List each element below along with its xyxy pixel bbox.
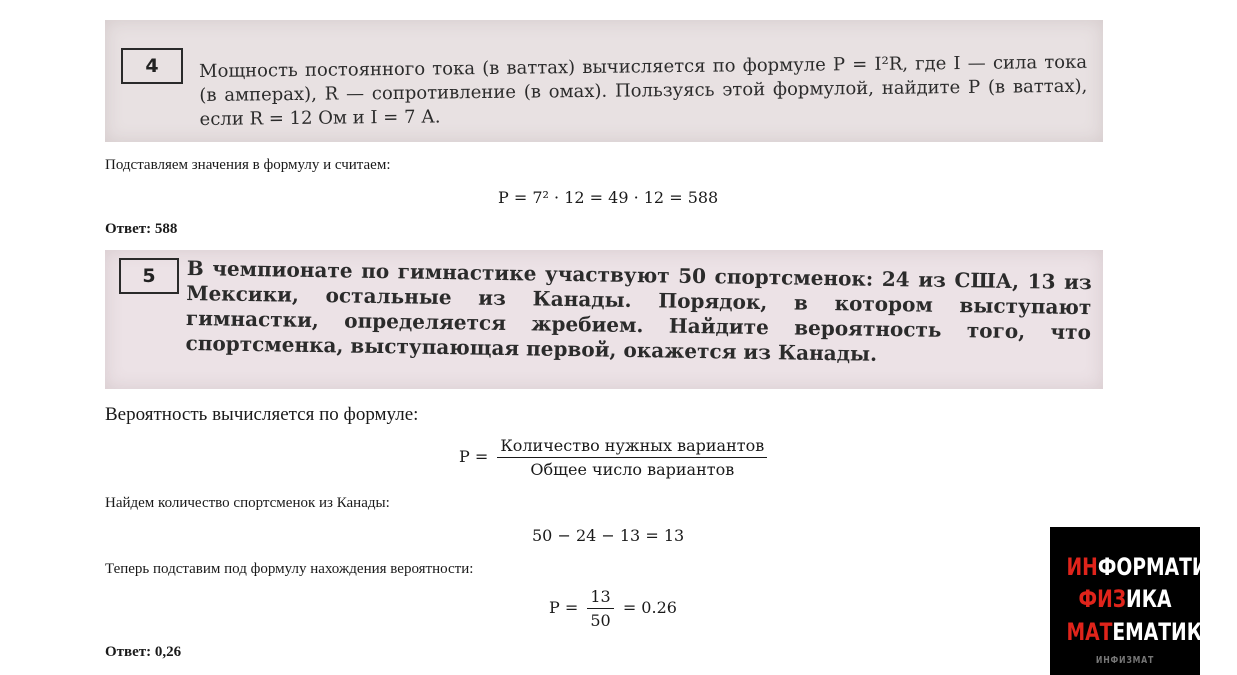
solution-5-step2-formula bbox=[549, 587, 677, 630]
task-4-text: Мощность постоянного тока (в ваттах) вычисляется по формуле P = I²R, где I — сила тока (в амперах), R — сопротивление (в омах). Пользуясь этой формулой, найдите P (в ваттах), если R = 12 Ом и I = 7 А. bbox=[199, 51, 1088, 130]
logo-tagline: ИНФИЗМАТ bbox=[1095, 655, 1155, 666]
step2-lhs: P = bbox=[549, 598, 579, 617]
step2-denominator: 50 bbox=[590, 611, 611, 630]
probability-formula bbox=[459, 436, 771, 479]
task-5-text: В чемпионате по гимнастике участвуют 50 спортсменок: 24 из США, 13 из Мексики, остальные из Канады. Порядок, в котором выступают гимнастки, определяется жребием. Найдите вероятность того, что спортсменка, выступающая первой, окажется из Канады. bbox=[185, 256, 1092, 366]
solution-5-intro: Вероятность вычисляется по формуле: bbox=[105, 404, 419, 425]
logo-line-matematika bbox=[1066, 618, 1217, 646]
step2-result: = 0.26 bbox=[622, 598, 677, 617]
solution-5-step2: Теперь подставим под формулу нахождения вероятности: bbox=[105, 561, 474, 577]
solution-5-step1: Найдем количество спортсменок из Канады: bbox=[105, 495, 390, 511]
solution-4-formula: P = 7² · 12 = 49 · 12 = 588 bbox=[498, 188, 719, 207]
answer-4: Ответ: 588 bbox=[105, 221, 178, 237]
task-5-number: 5 bbox=[119, 258, 179, 294]
logo-line-informatika bbox=[1066, 553, 1237, 581]
logo-line3-red: МАТ bbox=[1066, 618, 1113, 646]
solution-5-step1-formula: 50 − 24 − 13 = 13 bbox=[532, 526, 685, 545]
formula-lhs: P = bbox=[459, 447, 489, 466]
task-4-number: 4 bbox=[121, 48, 183, 84]
formula-numerator: Количество нужных вариантов bbox=[497, 436, 767, 458]
formula-denominator: Общее число вариантов bbox=[530, 460, 735, 479]
task-5-box bbox=[105, 250, 1103, 389]
answer-5: Ответ: 0,26 bbox=[105, 644, 182, 660]
logo-line1-white: ФОРМАТИКА bbox=[1097, 553, 1237, 581]
formula-fraction bbox=[497, 436, 767, 479]
step2-fraction bbox=[587, 587, 613, 630]
logo-line2-white: ИКА bbox=[1126, 585, 1172, 613]
logo-line3-white: ЕМАТИКА bbox=[1112, 618, 1217, 646]
logo-line2-red: ФИЗ bbox=[1078, 585, 1127, 613]
logo-line-fizika bbox=[1067, 585, 1184, 613]
logo-line1-red: ИН bbox=[1066, 553, 1098, 581]
task-4-box bbox=[105, 20, 1103, 142]
solution-4-intro: Подставляем значения в формулу и считаем: bbox=[105, 157, 391, 173]
infizmat-logo bbox=[1050, 527, 1237, 675]
step2-numerator: 13 bbox=[587, 587, 613, 609]
